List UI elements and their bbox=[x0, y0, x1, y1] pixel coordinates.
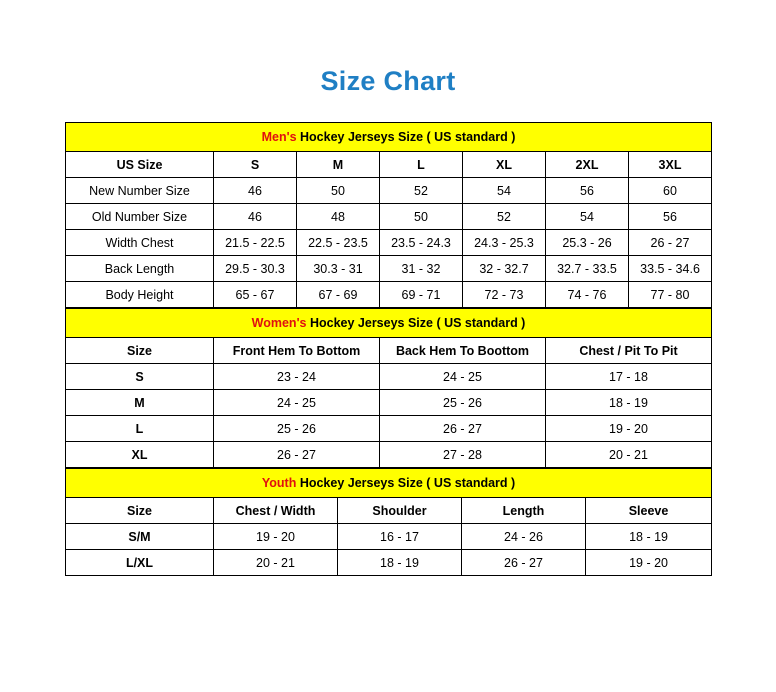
youth-row-0-val-0: 19 - 20 bbox=[214, 524, 338, 550]
mens-row-2-val-4: 25.3 - 26 bbox=[546, 230, 629, 256]
table-row bbox=[66, 204, 712, 230]
youth-row-1-val-2: 26 - 27 bbox=[462, 550, 586, 576]
mens-row-0-val-5: 60 bbox=[629, 178, 712, 204]
youth-row-1-val-1: 18 - 19 bbox=[338, 550, 462, 576]
mens-row-2-val-3: 24.3 - 25.3 bbox=[463, 230, 546, 256]
mens-row-4-val-2: 69 - 71 bbox=[380, 282, 463, 308]
mens-col-3: L bbox=[380, 152, 463, 178]
womens-section-heading bbox=[66, 309, 712, 338]
womens-row-3-val-0: 26 - 27 bbox=[214, 442, 380, 468]
table-row bbox=[66, 524, 712, 550]
mens-row-4-label: Body Height bbox=[66, 282, 214, 308]
mens-row-2-val-2: 23.5 - 24.3 bbox=[380, 230, 463, 256]
womens-row-2-label: L bbox=[66, 416, 214, 442]
mens-row-3-val-0: 29.5 - 30.3 bbox=[214, 256, 297, 282]
mens-col-4: XL bbox=[463, 152, 546, 178]
womens-col-1: Front Hem To Bottom bbox=[214, 338, 380, 364]
youth-col-3: Length bbox=[462, 498, 586, 524]
mens-row-1-val-1: 48 bbox=[297, 204, 380, 230]
table-section-header-row bbox=[66, 469, 712, 498]
mens-row-1-val-4: 54 bbox=[546, 204, 629, 230]
womens-row-3-val-2: 20 - 21 bbox=[546, 442, 712, 468]
youth-row-0-val-3: 18 - 19 bbox=[586, 524, 712, 550]
youth-row-0-val-2: 24 - 26 bbox=[462, 524, 586, 550]
womens-row-0-val-0: 23 - 24 bbox=[214, 364, 380, 390]
table-row bbox=[66, 178, 712, 204]
table-row bbox=[66, 364, 712, 390]
table-header-row bbox=[66, 498, 712, 524]
womens-row-0-val-1: 24 - 25 bbox=[380, 364, 546, 390]
womens-heading-accent: Women's bbox=[251, 316, 307, 330]
youth-col-4: Sleeve bbox=[586, 498, 712, 524]
womens-row-0-val-2: 17 - 18 bbox=[546, 364, 712, 390]
table-row bbox=[66, 442, 712, 468]
youth-row-1-val-0: 20 - 21 bbox=[214, 550, 338, 576]
table-header-row bbox=[66, 338, 712, 364]
mens-row-2-val-5: 26 - 27 bbox=[629, 230, 712, 256]
mens-col-5: 2XL bbox=[546, 152, 629, 178]
table-row bbox=[66, 230, 712, 256]
mens-size-table bbox=[65, 122, 712, 308]
mens-row-0-val-3: 54 bbox=[463, 178, 546, 204]
womens-heading-rest: Hockey Jerseys Size ( US standard ) bbox=[306, 316, 526, 330]
mens-section-heading bbox=[66, 123, 712, 152]
table-row bbox=[66, 390, 712, 416]
youth-heading-rest: Hockey Jerseys Size ( US standard ) bbox=[296, 476, 516, 490]
mens-row-0-label: New Number Size bbox=[66, 178, 214, 204]
womens-row-1-val-1: 25 - 26 bbox=[380, 390, 546, 416]
mens-row-2-val-0: 21.5 - 22.5 bbox=[214, 230, 297, 256]
mens-row-1-val-0: 46 bbox=[214, 204, 297, 230]
table-row bbox=[66, 256, 712, 282]
table-row bbox=[66, 550, 712, 576]
womens-row-3-label: XL bbox=[66, 442, 214, 468]
mens-col-6: 3XL bbox=[629, 152, 712, 178]
womens-col-0: Size bbox=[66, 338, 214, 364]
mens-row-0-val-2: 52 bbox=[380, 178, 463, 204]
mens-row-1-label: Old Number Size bbox=[66, 204, 214, 230]
womens-size-table bbox=[65, 308, 712, 468]
mens-row-1-val-2: 50 bbox=[380, 204, 463, 230]
mens-row-1-val-5: 56 bbox=[629, 204, 712, 230]
mens-row-0-val-4: 56 bbox=[546, 178, 629, 204]
mens-row-3-val-1: 30.3 - 31 bbox=[297, 256, 380, 282]
womens-row-2-val-2: 19 - 20 bbox=[546, 416, 712, 442]
womens-row-1-val-0: 24 - 25 bbox=[214, 390, 380, 416]
mens-col-0: US Size bbox=[66, 152, 214, 178]
youth-row-0-label: S/M bbox=[66, 524, 214, 550]
womens-row-0-label: S bbox=[66, 364, 214, 390]
mens-row-4-val-0: 65 - 67 bbox=[214, 282, 297, 308]
mens-row-0-val-1: 50 bbox=[297, 178, 380, 204]
youth-size-table bbox=[65, 468, 712, 576]
youth-col-1: Chest / Width bbox=[214, 498, 338, 524]
youth-row-1-val-3: 19 - 20 bbox=[586, 550, 712, 576]
mens-row-3-val-5: 33.5 - 34.6 bbox=[629, 256, 712, 282]
youth-row-1-label: L/XL bbox=[66, 550, 214, 576]
mens-row-4-val-4: 74 - 76 bbox=[546, 282, 629, 308]
mens-row-4-val-1: 67 - 69 bbox=[297, 282, 380, 308]
mens-row-4-val-5: 77 - 80 bbox=[629, 282, 712, 308]
table-row bbox=[66, 416, 712, 442]
womens-row-2-val-1: 26 - 27 bbox=[380, 416, 546, 442]
mens-row-3-val-4: 32.7 - 33.5 bbox=[546, 256, 629, 282]
page-title: Size Chart bbox=[320, 66, 456, 96]
mens-heading-rest: Hockey Jerseys Size ( US standard ) bbox=[296, 130, 516, 144]
mens-row-0-val-0: 46 bbox=[214, 178, 297, 204]
mens-row-3-label: Back Length bbox=[66, 256, 214, 282]
size-chart-tables bbox=[65, 95, 711, 576]
table-row bbox=[66, 282, 712, 308]
mens-row-4-val-3: 72 - 73 bbox=[463, 282, 546, 308]
mens-row-1-val-3: 52 bbox=[463, 204, 546, 230]
womens-row-2-val-0: 25 - 26 bbox=[214, 416, 380, 442]
womens-row-1-label: M bbox=[66, 390, 214, 416]
youth-col-2: Shoulder bbox=[338, 498, 462, 524]
table-section-header-row bbox=[66, 309, 712, 338]
table-header-row bbox=[66, 152, 712, 178]
mens-row-2-val-1: 22.5 - 23.5 bbox=[297, 230, 380, 256]
youth-section-heading bbox=[66, 469, 712, 498]
youth-row-0-val-1: 16 - 17 bbox=[338, 524, 462, 550]
youth-col-0: Size bbox=[66, 498, 214, 524]
mens-row-3-val-2: 31 - 32 bbox=[380, 256, 463, 282]
mens-col-1: S bbox=[214, 152, 297, 178]
mens-row-2-label: Width Chest bbox=[66, 230, 214, 256]
mens-heading-accent: Men's bbox=[261, 130, 297, 144]
table-section-header-row bbox=[66, 123, 712, 152]
womens-col-2: Back Hem To Boottom bbox=[380, 338, 546, 364]
womens-row-3-val-1: 27 - 28 bbox=[380, 442, 546, 468]
youth-heading-accent: Youth bbox=[261, 476, 297, 490]
womens-row-1-val-2: 18 - 19 bbox=[546, 390, 712, 416]
womens-col-3: Chest / Pit To Pit bbox=[546, 338, 712, 364]
mens-col-2: M bbox=[297, 152, 380, 178]
mens-row-3-val-3: 32 - 32.7 bbox=[463, 256, 546, 282]
